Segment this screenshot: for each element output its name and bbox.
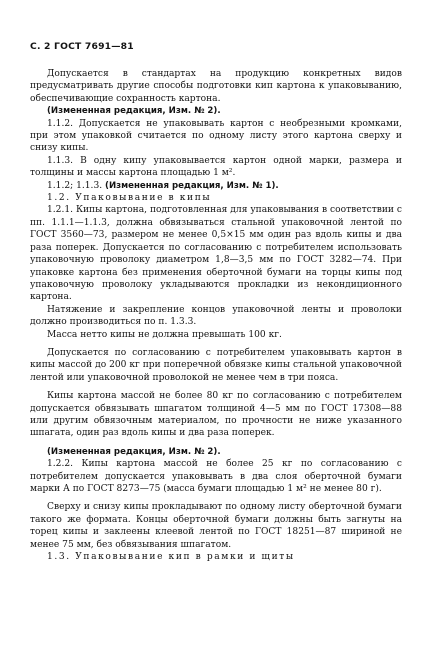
paragraph: 1.2.2. Кипы картона массой не более 25 кг по согласованию с потребителем допускается упаковывать в два слоя оберточной бумаги марки А по ГОСТ 8273—75 (масса бумаги площадью 1 м² не менее 80 г). bbox=[30, 459, 402, 494]
paragraph: Натяжение и закрепление концов упаковочной ленты и проволоки должно производиться по п. 1.3.3. bbox=[30, 304, 402, 328]
amendment-note: (Измененная редакция, Изм. № 2). bbox=[47, 446, 221, 457]
clause-refs: 1.1.2; 1.1.3. bbox=[47, 180, 103, 191]
paragraph: Кипы картона массой не более 80 кг по согласованию с потребителем допускается обвязывать шпагатом толщиной 4—5 мм по ГОСТ 17308—88 или другим обвязочным материалом, по прочности не ниже указанного шпагата, один раз вдоль кипы и два раза поперек. bbox=[30, 391, 402, 439]
paragraph: 1.1.3. В одну кипу упаковывается картон одной марки, размера и толщины и массы картона площадью 1 м². bbox=[30, 155, 402, 179]
paragraph: Сверху и снизу кипы прокладывают по одному листу оберточной бумаги такого же формата. Концы оберточной бумаги должны быть загнуты на торец кипы и заклеены клеевой лентой по ГОСТ 18251—87 шириной не менее 75 мм, без обвязывания шпагатом. bbox=[30, 502, 402, 550]
paragraph: Допускается по согласованию с потребителем упаковывать картон в кипы массой до 200 кг при поперечной обвязке кипы стальной упаковочной лентой или упаковочной проволокой не менее чем в три пояса. bbox=[30, 347, 402, 383]
paragraph: Допускается в стандартах на продукцию конкретных видов предусматривать другие способы подготовки кип картона к упаковыванию, обеспечивающие сохранность картона. bbox=[30, 69, 402, 104]
page-header: С. 2 ГОСТ 7691—81 bbox=[30, 41, 134, 52]
amendment-line bbox=[30, 180, 402, 192]
section-heading: 1.3. Упаковывание кип в рамки и щиты bbox=[47, 552, 295, 563]
section-heading: 1.2. Упаковывание в кипы bbox=[47, 193, 212, 204]
paragraph: 1.1.2. Допускается не упаковывать картон с необрезными кромками, при этом упаковкой считается по одному листу этого картона сверху и снизу кипы. bbox=[30, 118, 402, 154]
document-body bbox=[30, 68, 402, 563]
paragraph: 1.2.1. Кипы картона, подготовленная для упаковывания в соответствии с пп. 1.1.1—1.1.3, должна обвязываться стальной упаковочной лентой по ГОСТ 3560—73, размером не менее 0,5×15 мм один раз вдоль кипы и два раза поперек. Допускается по согласованию с потребителем использовать упаковочную проволоку диаметром 1,8—3,5 мм по ГОСТ 3282—74. При упаковке картона без применения оберточной бумаги на торцы кипы под упаковочную проволоку укладываются прокладки из некондиционного картона. bbox=[30, 205, 402, 303]
paragraph: Масса нетто кипы не должна превышать 100 кг. bbox=[47, 329, 282, 340]
amendment-note: (Измененная редакция, Изм. № 1). bbox=[105, 180, 279, 191]
amendment-note: (Измененная редакция, Изм. № 2). bbox=[47, 106, 221, 117]
